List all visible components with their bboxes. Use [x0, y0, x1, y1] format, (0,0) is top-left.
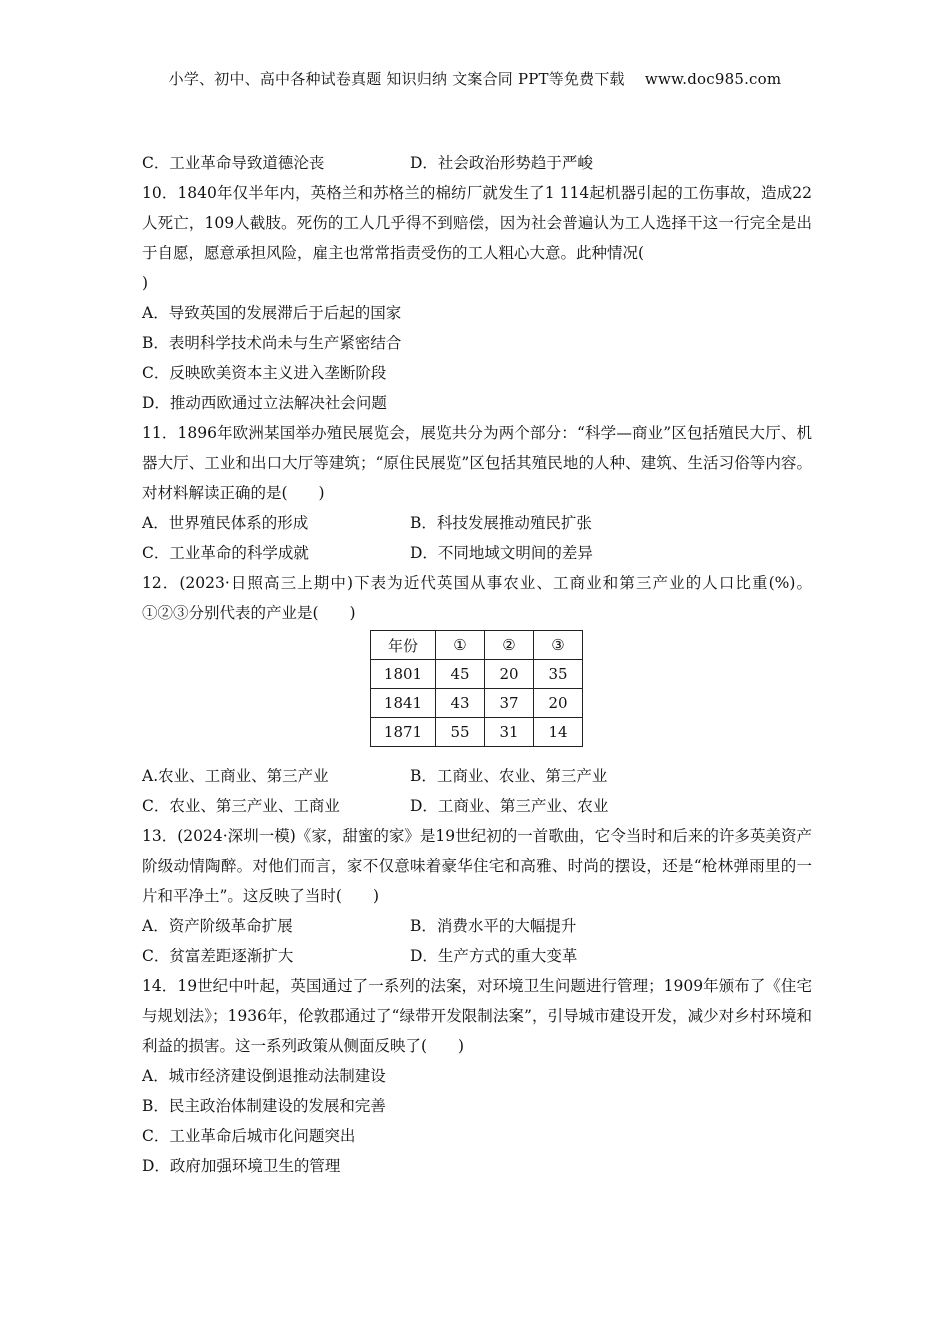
q12-options-row-1 — [142, 761, 812, 791]
table-cell: 20 — [534, 689, 583, 718]
q10-stem: 10．1840年仅半年内，英格兰和苏格兰的棉纺厂就发生了1 114起机器引起的工伤事故，造成22人死亡，109人截肢。死伤的工人几乎得不到赔偿，因为社会普遍认为工人选择干这一行完全是出于自愿，愿意承担风险，雇主也常常指责受伤的工人粗心大意。此种情况( — [142, 184, 812, 262]
q11-option-c: C．工业革命的科学成就 — [142, 544, 309, 562]
table-cell: 43 — [436, 689, 485, 718]
page-header: 小学、初中、高中各种试卷真题 知识归纳 文案合同 PPT等免费下载 www.doc985.com — [168, 70, 782, 88]
q12-option-a: A.农业、工商业、第三产业 — [142, 767, 329, 785]
table-cell: 55 — [436, 718, 485, 747]
q13-option-c: C．贫富差距逐渐扩大 — [142, 947, 294, 965]
table-header-cell: ② — [485, 631, 534, 660]
q14-option-d: D．政府加强环境卫生的管理 — [142, 1157, 341, 1175]
q14-stem: 14．19世纪中叶起，英国通过了一系列的法案，对环境卫生问题进行管理；1909年颁布了《住宅与规划法》；1936年，伦敦郡通过了“绿带开发限制法案”，引导城市建设开发，减少对乡村环境和利益的损害。这一系列政策从侧面反映了( ) — [142, 977, 812, 1055]
q10-stem-end: ) — [142, 274, 149, 292]
table-cell: 1841 — [371, 689, 436, 718]
q13-options-row-1 — [142, 911, 812, 941]
q12-data-table — [370, 630, 583, 747]
q11-options-row-1 — [142, 508, 812, 538]
table-cell: 1871 — [371, 718, 436, 747]
q13-option-d: D．生产方式的重大变革 — [410, 947, 578, 965]
q13-option-b: B．消费水平的大幅提升 — [410, 917, 577, 935]
table-row — [371, 660, 583, 689]
q9-option-c: C．工业革命导致道德沦丧 — [142, 154, 325, 172]
q12-stem: 12．(2023·日照高三上期中)下表为近代英国从事农业、工商业和第三产业的人口比重(%)。①②③分别代表的产业是( ) — [142, 574, 812, 622]
q10-option-d: D．推动西欧通过立法解决社会问题 — [142, 394, 387, 412]
q12-option-b: B．工商业、农业、第三产业 — [410, 767, 608, 785]
q11-stem: 11．1896年欧洲某国举办殖民展览会，展览共分为两个部分：“科学—商业”区包括殖民大厅、机器大厅、工业和出口大厅等建筑；“原住民展览”区包括其殖民地的人种、建筑、生活习俗等内容。对材料解读正确的是( ) — [142, 424, 812, 502]
q13-options-row-2 — [142, 941, 812, 971]
table-header-row — [371, 631, 583, 660]
q10-option-b: B．表明科学技术尚未与生产紧密结合 — [142, 334, 402, 352]
q10-option-c: C．反映欧美资本主义进入垄断阶段 — [142, 364, 387, 382]
exam-content — [142, 148, 812, 1181]
q14-option-a: A．城市经济建设倒退推动法制建设 — [142, 1067, 386, 1085]
table-cell: 20 — [485, 660, 534, 689]
table-row — [371, 689, 583, 718]
q12-option-c: C．农业、第三产业、工商业 — [142, 797, 340, 815]
q9-options-row — [142, 148, 812, 178]
q12-options-row-2 — [142, 791, 812, 821]
table-header-cell: ③ — [534, 631, 583, 660]
table-cell: 1801 — [371, 660, 436, 689]
q11-option-d: D．不同地域文明间的差异 — [410, 544, 593, 562]
q9-option-d: D．社会政治形势趋于严峻 — [410, 154, 593, 172]
q11-option-a: A．世界殖民体系的形成 — [142, 514, 309, 532]
q11-options-row-2 — [142, 538, 812, 568]
q11-option-b: B．科技发展推动殖民扩张 — [410, 514, 592, 532]
table-cell: 35 — [534, 660, 583, 689]
table-cell: 14 — [534, 718, 583, 747]
table-header-cell: ① — [436, 631, 485, 660]
table-cell: 37 — [485, 689, 534, 718]
q13-option-a: A．资产阶级革命扩展 — [142, 917, 293, 935]
table-header-cell: 年份 — [371, 631, 436, 660]
q12-option-d: D．工商业、第三产业、农业 — [410, 797, 609, 815]
q14-option-c: C．工业革命后城市化问题突出 — [142, 1127, 356, 1145]
q10-option-a: A．导致英国的发展滞后于后起的国家 — [142, 304, 402, 322]
table-cell: 31 — [485, 718, 534, 747]
table-cell: 45 — [436, 660, 485, 689]
q13-stem: 13．(2024·深圳一模)《家，甜蜜的家》是19世纪初的一首歌曲，它令当时和后来的许多英美资产阶级动情陶醉。对他们而言，家不仅意味着豪华住宅和高雅、时尚的摆设，还是“枪林弹雨里的一片和平净土”。这反映了当时( ) — [142, 827, 812, 905]
table-row — [371, 718, 583, 747]
q14-option-b: B．民主政治体制建设的发展和完善 — [142, 1097, 386, 1115]
